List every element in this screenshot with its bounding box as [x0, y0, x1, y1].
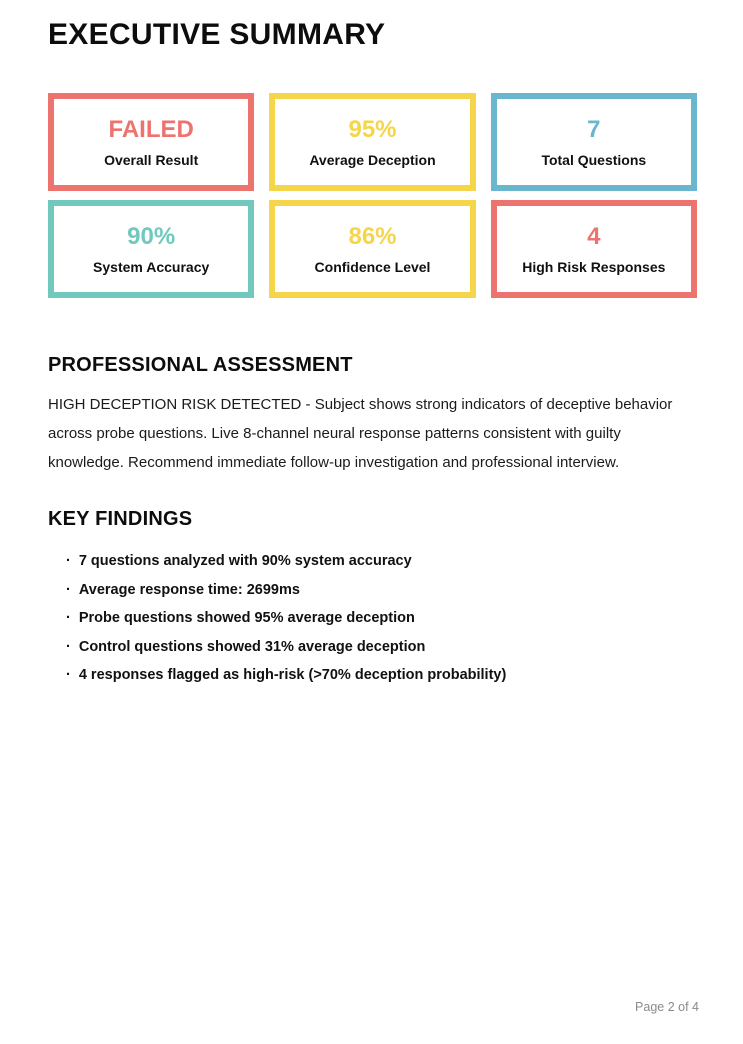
- stat-card-label: Confidence Level: [314, 258, 431, 275]
- stat-card-confidence-level: [269, 200, 475, 298]
- page-number-footer: Page 2 of 4: [635, 1000, 699, 1014]
- professional-assessment-paragraph: HIGH DECEPTION RISK DETECTED - Subject shows strong indicators of deceptive behavior across probe questions. Live 8-channel neural response patterns consistent with guilty knowledge. Recommend immediate follow-up investigation and professional interview.: [48, 396, 673, 471]
- key-finding-item: · 4 responses flagged as high-risk (>70% deception probability): [66, 661, 697, 690]
- key-findings-list: [48, 547, 697, 690]
- stat-cards-grid: [48, 93, 697, 298]
- stat-card-label: System Accuracy: [93, 258, 210, 275]
- key-findings-heading: KEY FINDINGS: [48, 508, 193, 530]
- stat-card-label: Overall Result: [104, 151, 199, 168]
- stat-card-value: 90%: [127, 222, 176, 250]
- stat-card-overall-result: [48, 93, 254, 191]
- stat-card-system-accuracy: [48, 200, 254, 298]
- key-finding-item: · Control questions showed 31% average deception: [66, 633, 697, 662]
- stat-card-average-deception: [269, 93, 475, 191]
- stat-card-high-risk-responses: [491, 200, 697, 298]
- professional-assessment-heading: PROFESSIONAL ASSESSMENT: [48, 354, 353, 376]
- stat-card-total-questions: [491, 93, 697, 191]
- stat-card-label: Total Questions: [541, 151, 647, 168]
- stat-card-value: 7: [587, 115, 601, 143]
- page-title: EXECUTIVE SUMMARY: [48, 18, 386, 51]
- key-finding-item: · Average response time: 2699ms: [66, 576, 697, 605]
- key-finding-item: · 7 questions analyzed with 90% system accuracy: [66, 547, 697, 576]
- stat-card-value: 4: [587, 222, 601, 250]
- stat-card-value: 86%: [348, 222, 397, 250]
- stat-card-label: Average Deception: [309, 151, 436, 168]
- stat-card-label: High Risk Responses: [522, 258, 666, 275]
- stat-card-value: 95%: [348, 115, 397, 143]
- key-finding-item: · Probe questions showed 95% average deception: [66, 604, 697, 633]
- stat-card-value: FAILED: [108, 115, 194, 143]
